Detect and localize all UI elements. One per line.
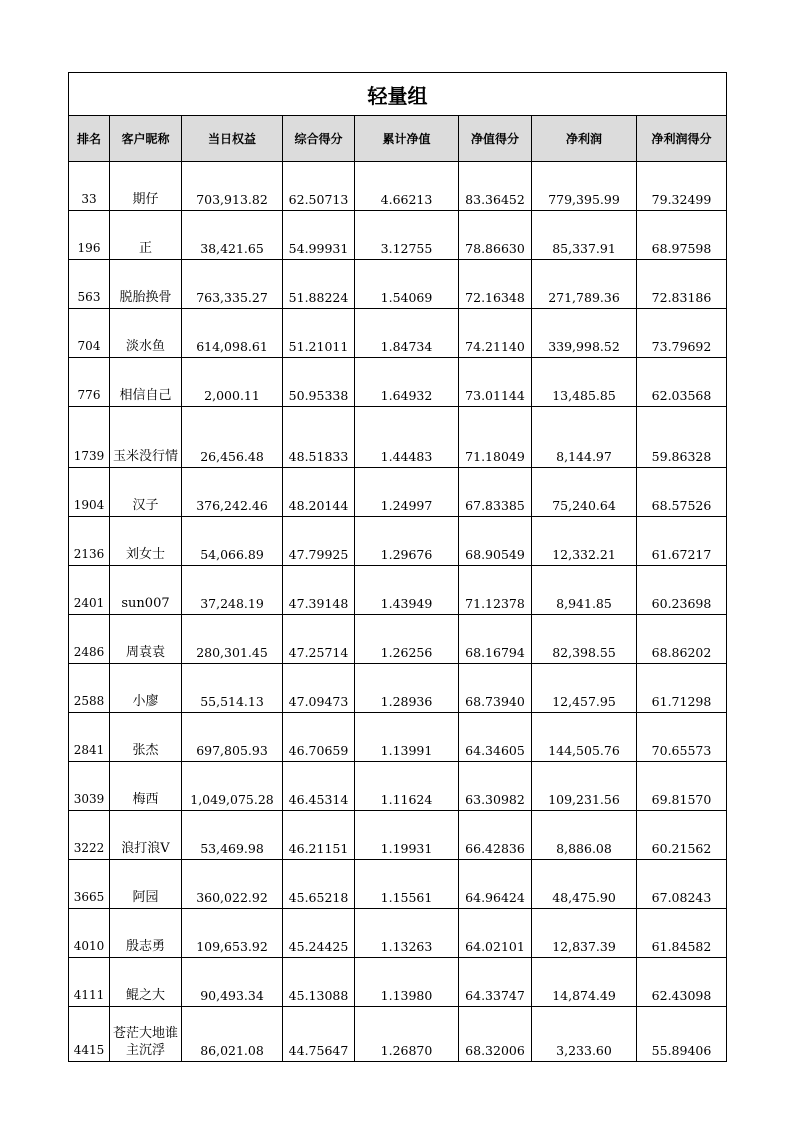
net-profit-score-cell: 61.71298 [637, 664, 727, 713]
nav-score-cell: 68.32006 [459, 1007, 532, 1062]
net-profit-cell: 48,475.90 [532, 860, 637, 909]
nickname-cell: 苍茫大地谁主沉浮 [110, 1007, 182, 1062]
daily-equity-cell: 37,248.19 [182, 566, 283, 615]
cumulative-nav-cell: 1.29676 [355, 517, 459, 566]
table-row [69, 566, 727, 615]
nickname-cell: 玉米没行情 [110, 407, 182, 468]
net-profit-cell: 109,231.56 [532, 762, 637, 811]
table-row [69, 1007, 727, 1062]
nav-score-cell: 64.96424 [459, 860, 532, 909]
nav-score-cell: 83.36452 [459, 162, 532, 211]
rank-cell: 3039 [69, 762, 110, 811]
nickname-cell: sun007 [110, 566, 182, 615]
rank-cell: 3222 [69, 811, 110, 860]
rank-cell: 1904 [69, 468, 110, 517]
nickname-cell: 阿园 [110, 860, 182, 909]
cumulative-nav-cell: 1.24997 [355, 468, 459, 517]
header-total-score: 综合得分 [283, 116, 355, 162]
nav-score-cell: 64.34605 [459, 713, 532, 762]
net-profit-score-cell: 69.81570 [637, 762, 727, 811]
table-row [69, 615, 727, 664]
net-profit-score-cell: 73.79692 [637, 309, 727, 358]
table-row [69, 958, 727, 1007]
table-row [69, 162, 727, 211]
nav-score-cell: 74.21140 [459, 309, 532, 358]
nickname-cell: 张杰 [110, 713, 182, 762]
header-rank: 排名 [69, 116, 110, 162]
daily-equity-cell: 38,421.65 [182, 211, 283, 260]
rank-cell: 2486 [69, 615, 110, 664]
header-cumulative-nav: 累计净值 [355, 116, 459, 162]
rank-cell: 2841 [69, 713, 110, 762]
cumulative-nav-cell: 3.12755 [355, 211, 459, 260]
nav-score-cell: 64.33747 [459, 958, 532, 1007]
nav-score-cell: 78.86630 [459, 211, 532, 260]
total-score-cell: 48.51833 [283, 407, 355, 468]
nav-score-cell: 67.83385 [459, 468, 532, 517]
nickname-cell: 殷志勇 [110, 909, 182, 958]
total-score-cell: 45.24425 [283, 909, 355, 958]
rank-cell: 2136 [69, 517, 110, 566]
nav-score-cell: 63.30982 [459, 762, 532, 811]
header-row [69, 116, 727, 162]
net-profit-cell: 85,337.91 [532, 211, 637, 260]
net-profit-cell: 13,485.85 [532, 358, 637, 407]
daily-equity-cell: 26,456.48 [182, 407, 283, 468]
net-profit-cell: 3,233.60 [532, 1007, 637, 1062]
nav-score-cell: 73.01144 [459, 358, 532, 407]
nav-score-cell: 71.18049 [459, 407, 532, 468]
net-profit-score-cell: 61.84582 [637, 909, 727, 958]
rank-cell: 2401 [69, 566, 110, 615]
nickname-cell: 鲲之大 [110, 958, 182, 1007]
table-row [69, 860, 727, 909]
daily-equity-cell: 53,469.98 [182, 811, 283, 860]
daily-equity-cell: 614,098.61 [182, 309, 283, 358]
net-profit-score-cell: 79.32499 [637, 162, 727, 211]
daily-equity-cell: 280,301.45 [182, 615, 283, 664]
table-row [69, 664, 727, 713]
rank-cell: 4415 [69, 1007, 110, 1062]
cumulative-nav-cell: 1.54069 [355, 260, 459, 309]
net-profit-cell: 144,505.76 [532, 713, 637, 762]
daily-equity-cell: 86,021.08 [182, 1007, 283, 1062]
daily-equity-cell: 376,242.46 [182, 468, 283, 517]
table-row [69, 762, 727, 811]
nickname-cell: 浪打浪V [110, 811, 182, 860]
nickname-cell: 正 [110, 211, 182, 260]
nav-score-cell: 68.90549 [459, 517, 532, 566]
table-row [69, 407, 727, 468]
rank-cell: 1739 [69, 407, 110, 468]
rank-cell: 704 [69, 309, 110, 358]
total-score-cell: 45.65218 [283, 860, 355, 909]
total-score-cell: 47.09473 [283, 664, 355, 713]
net-profit-cell: 8,941.85 [532, 566, 637, 615]
net-profit-cell: 82,398.55 [532, 615, 637, 664]
total-score-cell: 62.50713 [283, 162, 355, 211]
net-profit-cell: 8,886.08 [532, 811, 637, 860]
net-profit-cell: 12,457.95 [532, 664, 637, 713]
nickname-cell: 周袁袁 [110, 615, 182, 664]
net-profit-score-cell: 59.86328 [637, 407, 727, 468]
cumulative-nav-cell: 1.64932 [355, 358, 459, 407]
net-profit-cell: 12,332.21 [532, 517, 637, 566]
net-profit-score-cell: 68.57526 [637, 468, 727, 517]
nickname-cell: 淡水鱼 [110, 309, 182, 358]
net-profit-score-cell: 62.43098 [637, 958, 727, 1007]
header-net-profit-score: 净利润得分 [637, 116, 727, 162]
daily-equity-cell: 90,493.34 [182, 958, 283, 1007]
rank-cell: 4111 [69, 958, 110, 1007]
daily-equity-cell: 360,022.92 [182, 860, 283, 909]
nav-score-cell: 72.16348 [459, 260, 532, 309]
cumulative-nav-cell: 1.13991 [355, 713, 459, 762]
total-score-cell: 44.75647 [283, 1007, 355, 1062]
nickname-cell: 刘女士 [110, 517, 182, 566]
nav-score-cell: 71.12378 [459, 566, 532, 615]
daily-equity-cell: 703,913.82 [182, 162, 283, 211]
rank-cell: 196 [69, 211, 110, 260]
cumulative-nav-cell: 1.26870 [355, 1007, 459, 1062]
cumulative-nav-cell: 4.66213 [355, 162, 459, 211]
cumulative-nav-cell: 1.19931 [355, 811, 459, 860]
cumulative-nav-cell: 1.26256 [355, 615, 459, 664]
net-profit-score-cell: 68.86202 [637, 615, 727, 664]
rank-cell: 4010 [69, 909, 110, 958]
table-row [69, 468, 727, 517]
total-score-cell: 47.25714 [283, 615, 355, 664]
header-daily-equity: 当日权益 [182, 116, 283, 162]
net-profit-score-cell: 72.83186 [637, 260, 727, 309]
table-body [69, 162, 727, 1062]
total-score-cell: 47.39148 [283, 566, 355, 615]
nav-score-cell: 64.02101 [459, 909, 532, 958]
title-row [69, 73, 727, 116]
daily-equity-cell: 1,049,075.28 [182, 762, 283, 811]
nickname-cell: 汉子 [110, 468, 182, 517]
net-profit-score-cell: 67.08243 [637, 860, 727, 909]
nav-score-cell: 68.16794 [459, 615, 532, 664]
net-profit-cell: 339,998.52 [532, 309, 637, 358]
table-row [69, 260, 727, 309]
total-score-cell: 46.45314 [283, 762, 355, 811]
table-row [69, 309, 727, 358]
rank-cell: 776 [69, 358, 110, 407]
net-profit-score-cell: 61.67217 [637, 517, 727, 566]
total-score-cell: 46.21151 [283, 811, 355, 860]
net-profit-cell: 271,789.36 [532, 260, 637, 309]
header-nav-score: 净值得分 [459, 116, 532, 162]
rank-cell: 3665 [69, 860, 110, 909]
daily-equity-cell: 697,805.93 [182, 713, 283, 762]
header-net-profit: 净利润 [532, 116, 637, 162]
cumulative-nav-cell: 1.13980 [355, 958, 459, 1007]
table-row [69, 211, 727, 260]
table-row [69, 358, 727, 407]
nav-score-cell: 66.42836 [459, 811, 532, 860]
daily-equity-cell: 2,000.11 [182, 358, 283, 407]
net-profit-cell: 12,837.39 [532, 909, 637, 958]
total-score-cell: 45.13088 [283, 958, 355, 1007]
daily-equity-cell: 54,066.89 [182, 517, 283, 566]
table-row [69, 713, 727, 762]
total-score-cell: 50.95338 [283, 358, 355, 407]
daily-equity-cell: 55,514.13 [182, 664, 283, 713]
net-profit-cell: 779,395.99 [532, 162, 637, 211]
daily-equity-cell: 109,653.92 [182, 909, 283, 958]
cumulative-nav-cell: 1.84734 [355, 309, 459, 358]
cumulative-nav-cell: 1.11624 [355, 762, 459, 811]
net-profit-score-cell: 55.89406 [637, 1007, 727, 1062]
cumulative-nav-cell: 1.13263 [355, 909, 459, 958]
total-score-cell: 54.99931 [283, 211, 355, 260]
cumulative-nav-cell: 1.44483 [355, 407, 459, 468]
rank-cell: 33 [69, 162, 110, 211]
total-score-cell: 51.88224 [283, 260, 355, 309]
net-profit-cell: 14,874.49 [532, 958, 637, 1007]
total-score-cell: 47.79925 [283, 517, 355, 566]
nickname-cell: 梅西 [110, 762, 182, 811]
cumulative-nav-cell: 1.15561 [355, 860, 459, 909]
cumulative-nav-cell: 1.43949 [355, 566, 459, 615]
nickname-cell: 脱胎换骨 [110, 260, 182, 309]
net-profit-score-cell: 60.21562 [637, 811, 727, 860]
total-score-cell: 51.21011 [283, 309, 355, 358]
table-row [69, 811, 727, 860]
net-profit-cell: 75,240.64 [532, 468, 637, 517]
table-row [69, 517, 727, 566]
ranking-table [68, 72, 727, 1062]
nickname-cell: 相信自己 [110, 358, 182, 407]
cumulative-nav-cell: 1.28936 [355, 664, 459, 713]
net-profit-score-cell: 62.03568 [637, 358, 727, 407]
total-score-cell: 48.20144 [283, 468, 355, 517]
table-title: 轻量组 [69, 73, 727, 116]
rank-cell: 563 [69, 260, 110, 309]
daily-equity-cell: 763,335.27 [182, 260, 283, 309]
header-nickname: 客户昵称 [110, 116, 182, 162]
nickname-cell: 期仔 [110, 162, 182, 211]
total-score-cell: 46.70659 [283, 713, 355, 762]
rank-cell: 2588 [69, 664, 110, 713]
nickname-cell: 小廖 [110, 664, 182, 713]
net-profit-score-cell: 68.97598 [637, 211, 727, 260]
net-profit-score-cell: 60.23698 [637, 566, 727, 615]
net-profit-cell: 8,144.97 [532, 407, 637, 468]
table-row [69, 909, 727, 958]
net-profit-score-cell: 70.65573 [637, 713, 727, 762]
nav-score-cell: 68.73940 [459, 664, 532, 713]
